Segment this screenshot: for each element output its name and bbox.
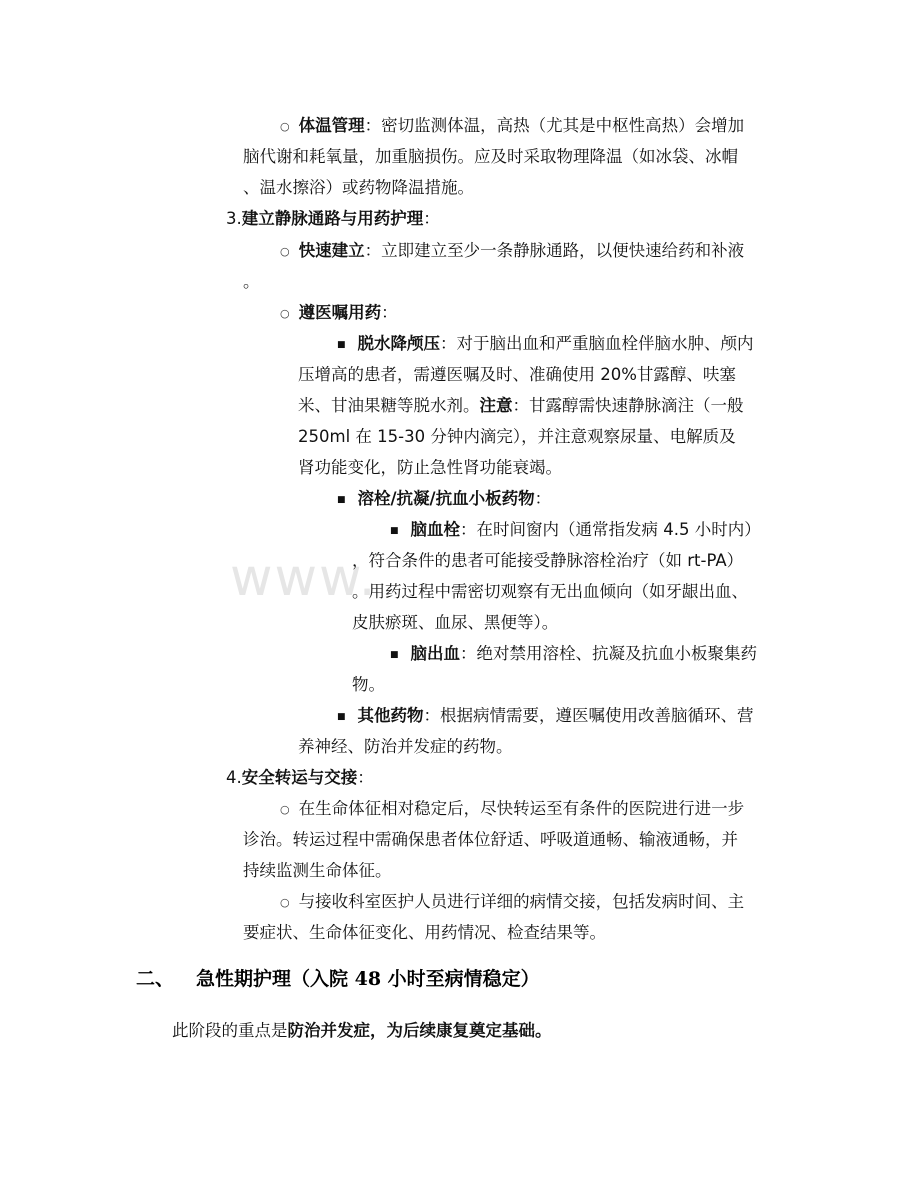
square-bullet-icon: ■	[337, 340, 346, 350]
meds-title: 遵医嘱用药	[298, 303, 382, 322]
dehydration-line: 肾功能变化，防止急性肾功能衰竭。	[298, 458, 562, 477]
section-2-intro-emphasis: 防治并发症，为后续康复奠定基础。	[287, 1021, 552, 1040]
circle-bullet-icon: ○	[280, 120, 290, 133]
circle-bullet-icon: ○	[280, 803, 290, 816]
cerebral-hemorrhage-text: ：绝对禁用溶栓、抗凝及抗血小板聚集药	[460, 644, 758, 663]
cerebral-thrombosis-line: 皮肤瘀斑、血尿、黑便等）。	[352, 613, 559, 632]
dehydration-line	[298, 390, 744, 422]
item-3-colon: ：	[423, 209, 440, 228]
quick-setup-title: 快速建立	[298, 241, 365, 260]
section-2-intro	[172, 1015, 552, 1047]
dehydration-line: 压增高的患者，需遵医嘱及时、准确使用 20%甘露醇、呋塞	[298, 365, 736, 384]
square-bullet-icon: ■	[337, 712, 346, 722]
cerebral-thrombosis-line: 。用药过程中需密切观察有无出血倾向（如牙龈出血、	[352, 582, 748, 601]
circle-bullet-icon: ○	[280, 307, 290, 320]
other-meds-line: 养神经、防治并发症的药物。	[298, 737, 513, 756]
square-bullet-icon: ■	[390, 650, 399, 660]
cerebral-hemorrhage-line: 物。	[352, 675, 385, 694]
section-2-heading	[136, 961, 540, 997]
section-2-number: 二、	[136, 968, 175, 990]
body-temp-text: ：密切监测体温，高热（尤其是中枢性高热）会增加	[364, 116, 745, 135]
item-3-heading	[226, 203, 440, 235]
meds-colon: ：	[381, 303, 398, 322]
handover-text: 与接收科室医护人员进行详细的病情交接，包括发病时间、主	[298, 892, 745, 911]
quick-setup-item	[280, 235, 744, 267]
cerebral-hemorrhage-item	[390, 638, 757, 670]
cerebral-thrombosis-line: ，符合条件的患者可能接受静脉溶栓治疗（如 rt-PA）	[352, 551, 744, 570]
meds-item	[280, 297, 398, 329]
transfer-line: 诊治。转运过程中需确保患者体位舒适、呼吸道通畅、输液通畅，并	[243, 830, 738, 849]
item-3-title: 建立静脉通路与用药护理	[241, 209, 424, 228]
transfer-line: 持续监测生命体征。	[243, 861, 392, 880]
cerebral-thrombosis-item	[390, 514, 761, 546]
item-4-heading	[226, 762, 374, 794]
section-2-title: 急性期护理（入院 48 小时至病情稳定）	[196, 968, 540, 990]
note-label: 注意	[479, 396, 513, 415]
cerebral-hemorrhage-title: 脑出血	[410, 644, 461, 663]
cerebral-thrombosis-title: 脑血栓	[410, 520, 461, 539]
circle-bullet-icon: ○	[280, 896, 290, 909]
body-temp-item	[280, 110, 744, 142]
item-4-colon: ：	[357, 768, 374, 787]
transfer-item	[280, 793, 744, 825]
cerebral-thrombosis-text: ：在时间窗内（通常指发病 4.5 小时内）	[460, 520, 761, 539]
watermark: www.	[230, 548, 378, 608]
dehydration-text: ：对于脑出血和严重脑血栓伴脑水肿、颅内	[440, 334, 754, 353]
handover-line: 要症状、生命体征变化、用药情况、检查结果等。	[243, 923, 606, 942]
thrombolysis-colon: ：	[534, 489, 552, 508]
thrombolysis-title: 溶栓/抗凝/抗血小板药物	[357, 489, 535, 508]
item-4-number: 4.	[226, 768, 242, 787]
other-meds-text: ：根据病情需要，遵医嘱使用改善脑循环、营	[423, 706, 754, 725]
dehydration-item	[337, 328, 754, 360]
body-temp-title: 体温管理	[298, 116, 365, 135]
body-temp-line: 、温水擦浴）或药物降温措施。	[243, 178, 474, 197]
handover-item	[280, 886, 744, 918]
quick-setup-line: 。	[243, 272, 260, 291]
dehydration-text: 米、甘油果糖等脱水剂。	[298, 396, 480, 415]
item-3-number: 3.	[226, 209, 242, 228]
other-meds-item	[337, 700, 754, 732]
dehydration-line: 250ml 在 15-30 分钟内滴完），并注意观察尿量、电解质及	[298, 427, 736, 446]
square-bullet-icon: ■	[337, 495, 346, 505]
note-text: ：甘露醇需快速静脉滴注（一般	[512, 396, 744, 415]
section-2-intro-text: 此阶段的重点是	[172, 1021, 288, 1040]
transfer-text: 在生命体征相对稳定后，尽快转运至有条件的医院进行进一步	[298, 799, 745, 818]
square-bullet-icon: ■	[390, 526, 399, 536]
body-temp-line: 脑代谢和耗氧量，加重脑损伤。应及时采取物理降温（如冰袋、冰帽	[243, 147, 738, 166]
item-4-title: 安全转运与交接	[241, 768, 358, 787]
circle-bullet-icon: ○	[280, 245, 290, 258]
quick-setup-text: ：立即建立至少一条静脉通路，以便快速给药和补液	[364, 241, 745, 260]
dehydration-title: 脱水降颅压	[357, 334, 441, 353]
thrombolysis-item	[337, 483, 551, 515]
other-meds-title: 其他药物	[357, 706, 424, 725]
